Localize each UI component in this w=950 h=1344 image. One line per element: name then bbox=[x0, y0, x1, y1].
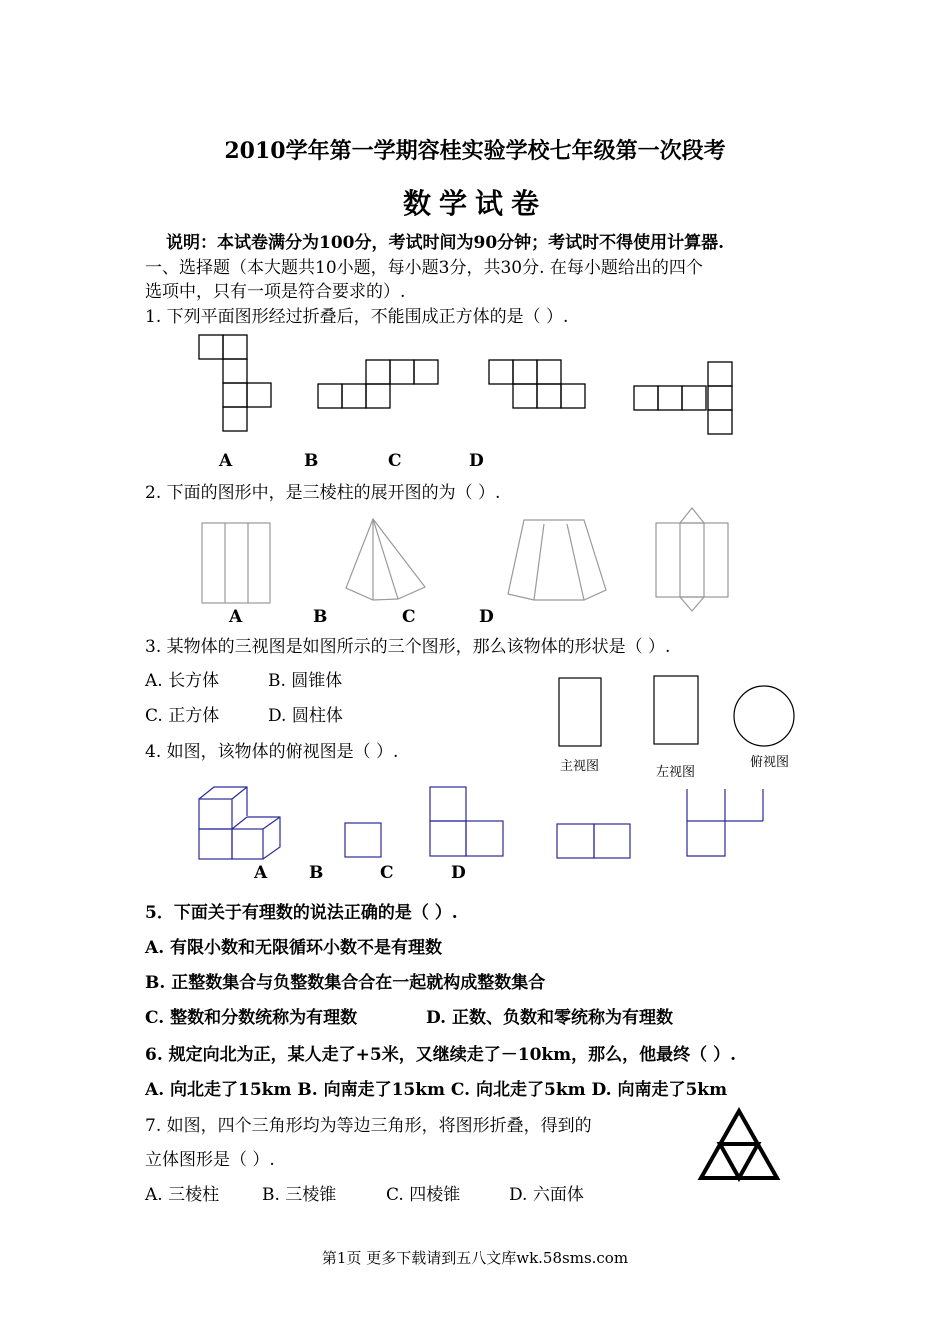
q7-option-d: D. 六面体 bbox=[509, 1185, 584, 1205]
q7-stem-cont: 立体图形是（ ）. bbox=[145, 1150, 275, 1170]
q2-label-b: B bbox=[313, 607, 328, 627]
q7-stem: 7. 如图，四个三角形均为等边三角形，将图形折叠，得到的 bbox=[145, 1116, 592, 1136]
q2-label-d: D bbox=[479, 607, 494, 627]
exam-title: 2010学年第一学期容桂实验学校七年级第一次段考 bbox=[224, 138, 726, 164]
instructions: 说明：本试卷满分为100分，考试时间为90分钟；考试时不得使用计算器. bbox=[166, 233, 725, 253]
q2-label-a: A bbox=[229, 607, 243, 627]
q7-option-b: B. 三棱锥 bbox=[262, 1185, 337, 1205]
q1-label-c: C bbox=[388, 451, 402, 471]
section-heading-cont: 选项中，只有一项是符合要求的）. bbox=[145, 282, 406, 302]
q4-label-c: C bbox=[380, 863, 394, 883]
top-view-label: 俯视图 bbox=[750, 755, 790, 770]
q3-option-d: D. 圆柱体 bbox=[268, 706, 343, 726]
q7-option-a: A. 三棱柱 bbox=[145, 1185, 220, 1205]
q7-option-c: C. 四棱锥 bbox=[386, 1185, 461, 1205]
q5-option-b: B. 正整数集合与负整数集合合在一起就构成整数集合 bbox=[145, 973, 546, 993]
q4-label-d: D bbox=[451, 863, 466, 883]
q5-option-c: C. 整数和分数统称为有理数 bbox=[145, 1008, 358, 1028]
q5-stem: 5．下面关于有理数的说法正确的是（ ）. bbox=[145, 903, 458, 923]
q2-stem: 2. 下面的图形中，是三棱柱的展开图的为（ ）. bbox=[145, 483, 501, 503]
q1-label-a: A bbox=[219, 451, 233, 471]
page-footer: 第1页 更多下载请到五八文库wk.58sms.com bbox=[321, 1249, 629, 1267]
q4-stem: 4. 如图，该物体的俯视图是（ ）. bbox=[145, 742, 399, 762]
q3-option-c: C. 正方体 bbox=[145, 706, 220, 726]
q5-option-a: A. 有限小数和无限循环小数不是有理数 bbox=[145, 938, 443, 958]
q3-stem: 3. 某物体的三视图是如图所示的三个图形，那么该物体的形状是（ ）. bbox=[145, 637, 671, 657]
q6-stem: 6. 规定向北为正，某人走了+5米，又继续走了－10km，那么，他最终（ ）. bbox=[145, 1045, 736, 1065]
q1-stem: 1. 下列平面图形经过折叠后，不能围成正方体的是（ ）. bbox=[145, 307, 569, 327]
q1-label-d: D bbox=[469, 451, 484, 471]
q4-label-b: B bbox=[309, 863, 324, 883]
q4-label-a: A bbox=[254, 863, 268, 883]
q6-options: A. 向北走了15km B. 向南走了15km C. 向北走了5km D. 向南走了5km bbox=[145, 1080, 728, 1100]
q3-option-b: B. 圆锥体 bbox=[268, 671, 343, 691]
q1-label-b: B bbox=[304, 451, 319, 471]
front-view-label: 主视图 bbox=[560, 759, 600, 774]
q3-option-a: A. 长方体 bbox=[145, 671, 220, 691]
q5-option-d: D. 正数、负数和零统称为有理数 bbox=[426, 1008, 673, 1028]
exam-subtitle: 数学试卷 bbox=[402, 187, 547, 220]
q2-label-c: C bbox=[402, 607, 416, 627]
side-view-label: 左视图 bbox=[656, 765, 696, 780]
section-heading: 一、选择题（本大题共10小题，每小题3分，共30分. 在每小题给出的四个 bbox=[145, 258, 703, 278]
